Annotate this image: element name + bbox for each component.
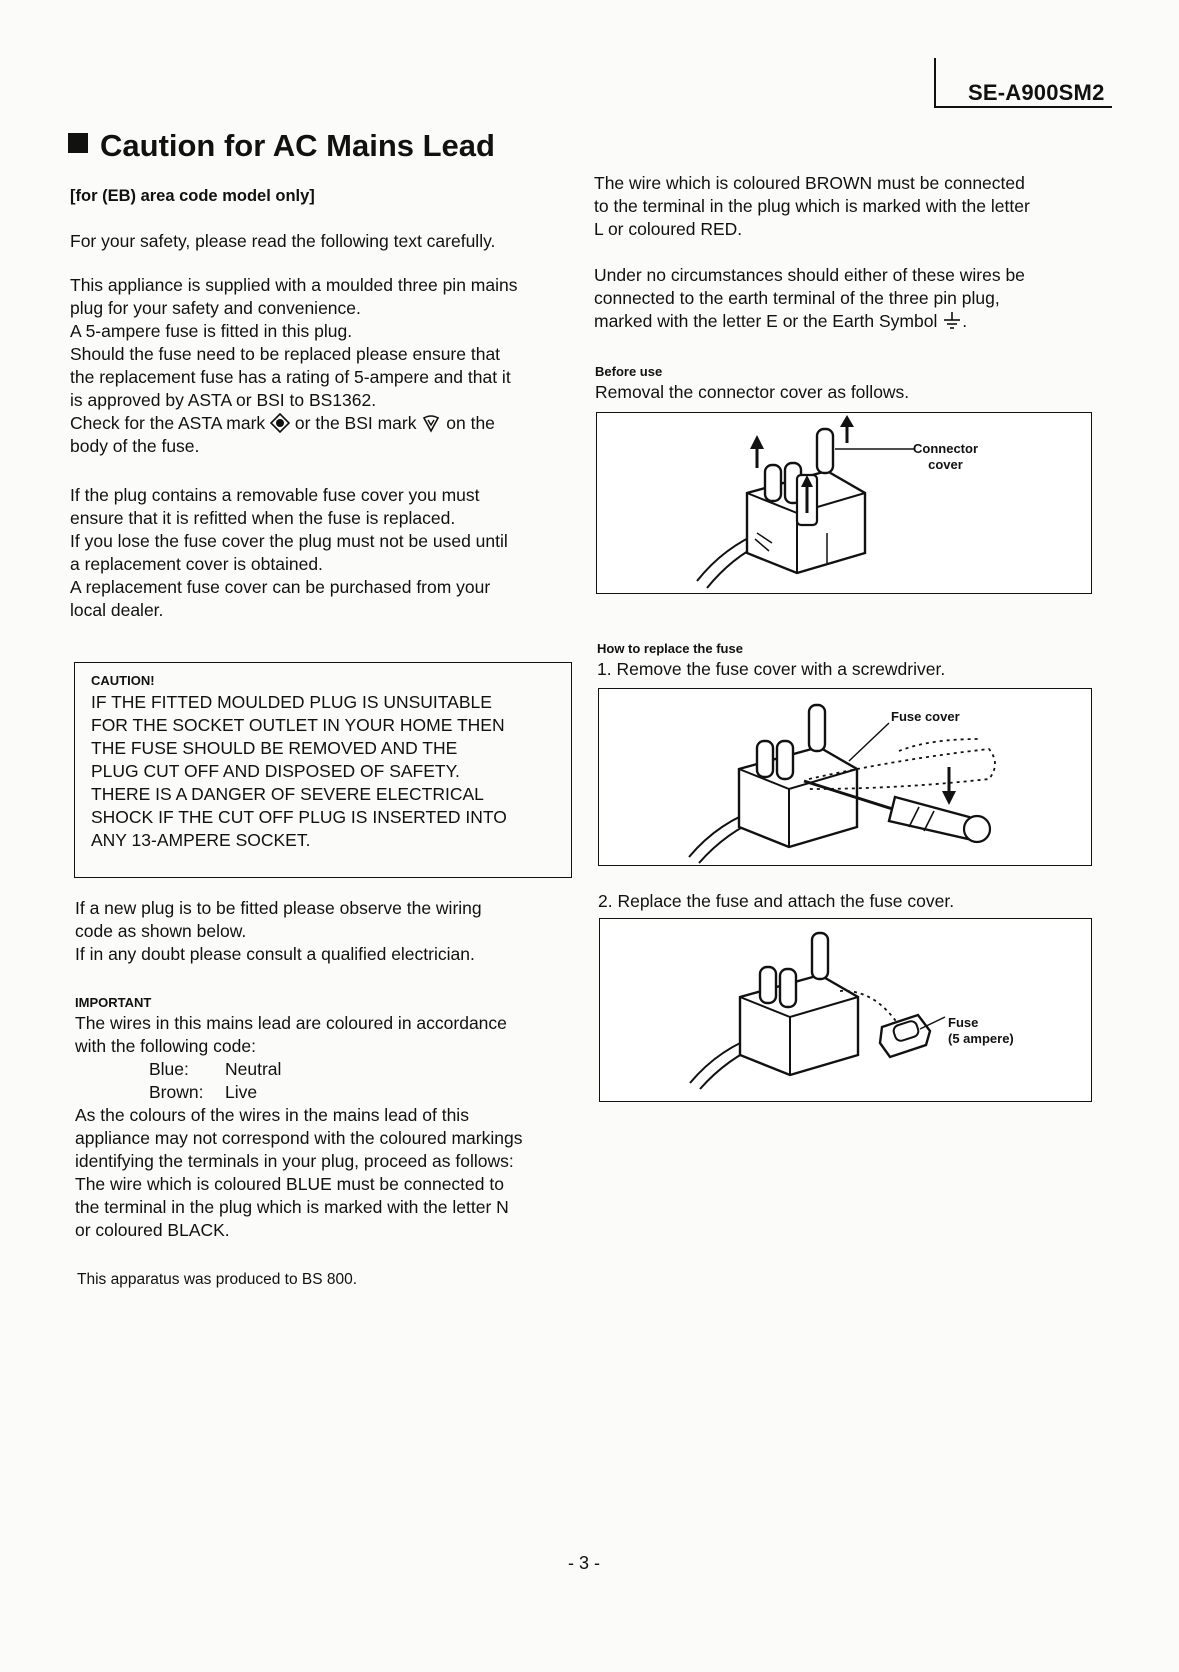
para-earth: Under no circumstances should either of these wires be connected to the earth terminal of the three pin plug, marked with the letter E or the Earth Symbol . <box>594 265 1025 331</box>
check-marks-line: Check for the ASTA mark or the BSI mark on the <box>70 413 495 433</box>
bullet-square-icon <box>68 133 88 153</box>
earth-symbol-icon <box>942 311 962 331</box>
para-brown-wire: The wire which is coloured BROWN must be connected to the terminal in the plug which is marked with the letter L or coloured RED. <box>594 173 1030 239</box>
code-brown: Brown: Live <box>149 1082 258 1102</box>
plug-connector-cover-illustration <box>597 413 1091 593</box>
model-number: SE-A900SM2 <box>934 58 1112 108</box>
step1-text: 1. Remove the fuse cover with a screwdriver. <box>597 659 946 679</box>
important-section: IMPORTANT The wires in this mains lead are coloured in accordance with the following code: Blue: Neutral Brown: Live As the colours of the wires in the mains lead of this appliance may not correspond with the coloured markings identifying the terminals in your plug, proceed as follows: The wire which is coloured BLUE must be connected to the terminal in the plug which is marked with the letter N or coloured BLACK. <box>75 995 523 1240</box>
para-new-plug: If a new plug is to be fitted please observe the wiring code as shown below. If in any doubt please consult a qualified electrician. <box>75 898 482 964</box>
connector-cover-label: Connector cover <box>913 441 978 472</box>
before-use-text: Removal the connector cover as follows. <box>595 382 910 402</box>
figure-replace-fuse <box>599 918 1092 1102</box>
bsi-kitemark-icon <box>421 413 441 433</box>
page-title: Caution for AC Mains Lead <box>68 128 495 164</box>
caution-box: CAUTION! IF THE FITTED MOULDED PLUG IS UNSUITABLE FOR THE SOCKET OUTLET IN YOUR HOME THEN THE FUSE SHOULD BE REMOVED AND THE PLUG CUT OFF AND DISPOSED OF SAFETY. THERE IS A DANGER OF SEVERE ELECTRICAL SHOCK IF THE CUT OFF PLUG IS INSERTED INTO ANY 13-AMPERE SOCKET. <box>74 662 572 878</box>
asta-mark-icon <box>270 413 290 433</box>
fuse-replacement-illustration <box>600 919 1091 1101</box>
screwdriver-fuse-cover-illustration <box>599 689 1091 865</box>
how-to-replace-heading: How to replace the fuse <box>597 641 743 656</box>
earth-symbol-line: marked with the letter E or the Earth Symbol . <box>594 311 968 331</box>
intro-text: For your safety, please read the following text carefully. <box>70 231 496 251</box>
fuse-cover-label: Fuse cover <box>891 709 960 724</box>
bs800-note: This apparatus was produced to BS 800. <box>77 1271 358 1288</box>
figure-connector-cover <box>596 412 1092 594</box>
code-blue: Blue: Neutral <box>149 1059 282 1079</box>
para-fuse: This appliance is supplied with a moulded three pin mains plug for your safety and convenience. A 5-ampere fuse is fitted in this plug. Should the fuse need to be replaced please ensure that the replacement fuse has a rating of 5-ampere and that it is approved by ASTA or BSI to BS1362. Check for the ASTA mark or the BSI mark on the body of the fuse. <box>70 275 518 456</box>
step2-text: 2. Replace the fuse and attach the fuse cover. <box>598 891 955 911</box>
before-use-heading: Before use <box>595 364 663 379</box>
figure-remove-fuse-cover <box>598 688 1092 866</box>
para-fuse-cover: If the plug contains a removable fuse cover you must ensure that it is refitted when the fuse is replaced. If you lose the fuse cover the plug must not be used until a replacement cover is obtained. A replacement fuse cover can be purchased from your local dealer. <box>70 485 508 620</box>
important-heading: IMPORTANT <box>75 995 152 1010</box>
area-note: [for (EB) area code model only] <box>70 187 315 205</box>
fuse-label: Fuse (5 ampere) <box>948 1015 1014 1046</box>
page-number: - 3 - <box>568 1553 601 1573</box>
caution-heading: CAUTION! <box>91 673 155 688</box>
